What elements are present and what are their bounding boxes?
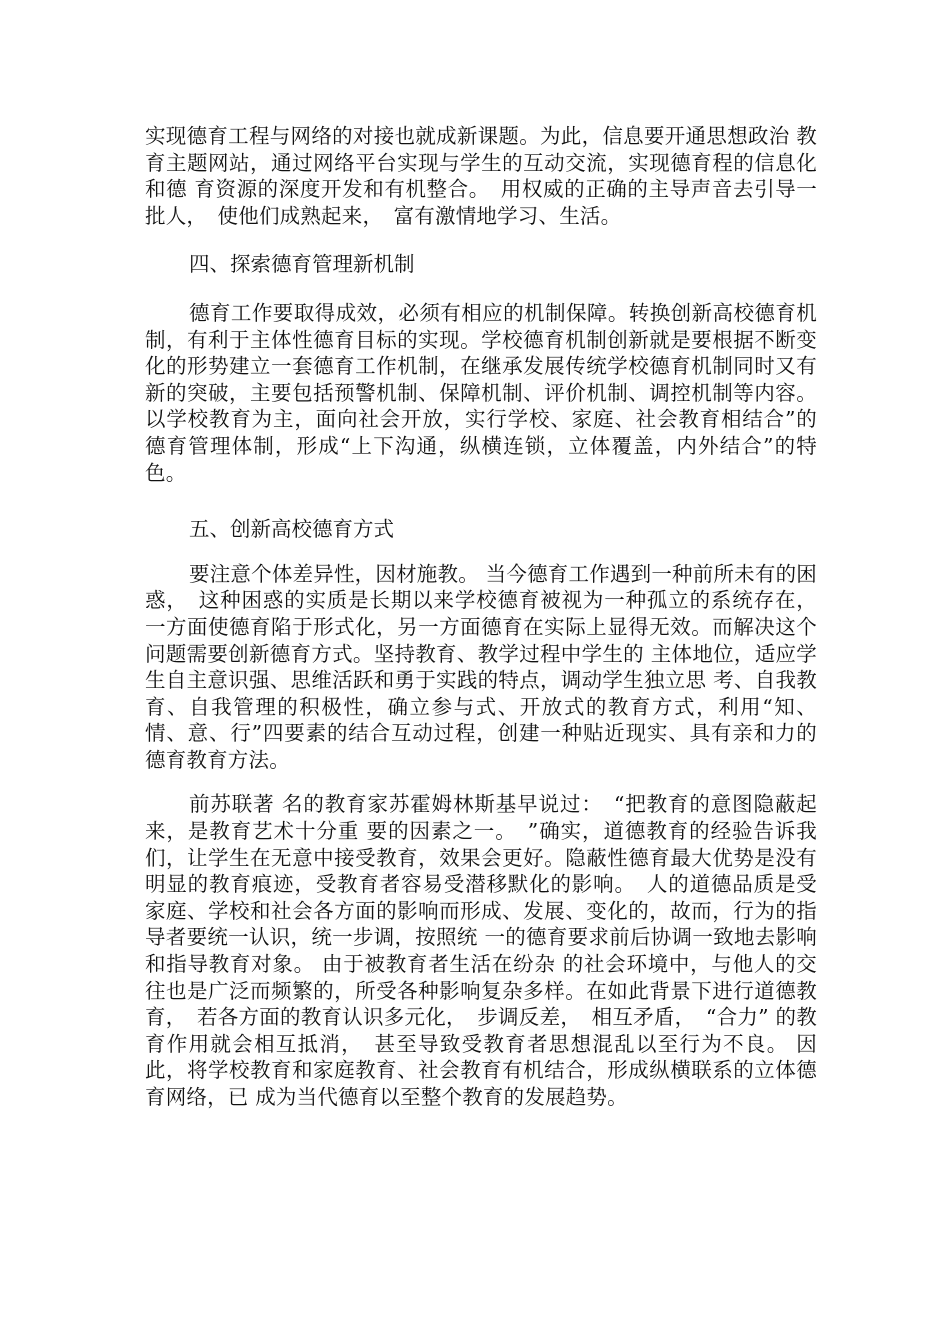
spacer <box>145 278 817 300</box>
spacer <box>145 229 817 251</box>
section-heading-five: 五、创新高校德育方式 <box>189 517 394 542</box>
paragraph-management-mechanism: 德育工作要取得成效，必须有相应的机制保障。转换创新高校德育机制，有利于主体性德育目标的实现。学校德育机制创新就是要根据不断变化的形势建立一套德育工作机制，在继承发展传统学校德育机制同时又有新的突破，主要包括预警机制、保障机制、评价机制、调控机制等内容。以学校教育为主，面向社会开放，实行学校、家庭、社会教育相结合”的德育管理体制，形成“上下沟通，纵横连锁，立体覆盖，内外结合”的特色。 <box>145 300 817 485</box>
paragraph-network-education: 实现德育工程与网络的对接也就成新课题。为此，信息要开通思想政治 教育主题网站，通过网络平台实现与学生的互动交流，实现德育程的信息化和德 育资源的深度开发和有机整合。 用权威的正确的主导声音去引导一批人， 使他们成熟起来， 富有激情地学习、生活。 <box>145 124 817 228</box>
spacer <box>145 773 817 791</box>
section-heading-four: 四、探索德育管理新机制 <box>189 252 415 277</box>
paragraph-hidden-education: 前苏联著 名的教育家苏霍姆林斯基早说过： “把教育的意图隐蔽起来，是教育艺术十分重 要的因素之一。 ”确实，道德教育的经验告诉我们，让学生在无意中接受教育，效果会更好。隐蔽性德育最大优势是没有明显的教育痕迹，受教育者容易受潜移默化的影响。 人的道德品质是受家庭、学校和社会各方面的影响而形成、发展、变化的，故而，行为的指导者要统一认识，统一步调，按照统 一的德育要求前后协调一致地去影响和指导教育对象。 由于被教育者生活在纷杂 的社会环境中，与他人的交往也是广泛而频繁的，所受各种影响复杂多样。在如此背景下进行道德教育， 若各方面的教育认识多元化， 步调反差， 相互矛盾， “合力” 的教育作用就会相互抵消， 甚至导致受教育者思想混乱以至行为不良。 因此，将学校教育和家庭教育、社会教育有机结合，形成纵横联系的立体德育网络，已 成为当代德育以至整个教育的发展趋势。 <box>145 792 817 1109</box>
document-body <box>145 123 817 1111</box>
spacer <box>145 486 817 516</box>
spacer <box>145 543 817 561</box>
paragraph-education-methods: 要注意个体差异性，因材施教。 当今德育工作遇到一种前所未有的困惑， 这种困惑的实质是长期以来学校德育被视为一种孤立的系统存在，一方面使德育陷于形式化，另一方面德育在实际上显得无效。而解决这个问题需要创新德育方式。坚持教育、教学过程中学生的 主体地位，适应学生自主意识强、思维活跃和勇于实践的特点，调动学生独立思 考、自我教育、自我管理的积极性，确立参与式、开放式的教育方式，利用“知、 情、意、行”四要素的结合互动过程，创建一种贴近现实、具有亲和力的德育教育方法。 <box>145 561 817 772</box>
